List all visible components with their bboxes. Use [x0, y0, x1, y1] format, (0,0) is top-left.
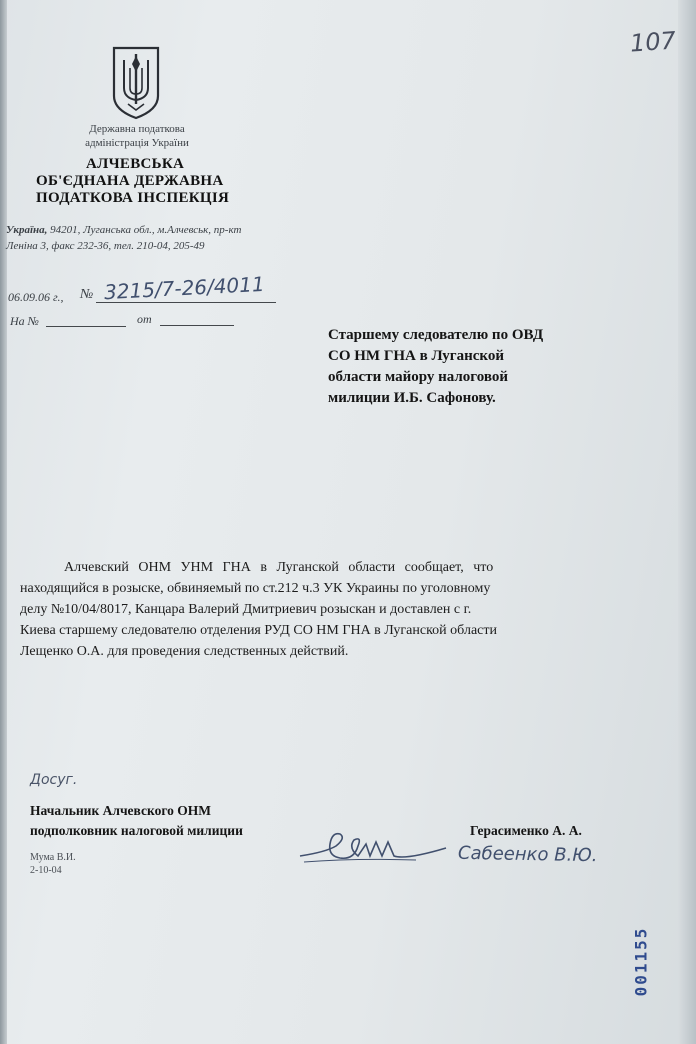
- executor-phone: 2-10-04: [30, 865, 62, 876]
- signer-position-line2: подполковник налоговой милиции: [30, 823, 243, 838]
- body-line1: Алчевский ОНМ УНМ ГНА в Луганской области сообщает, что: [64, 560, 494, 575]
- number-label: №: [80, 287, 94, 302]
- addressee-line3: области майору налоговой: [328, 369, 509, 385]
- reply-date-underline: [160, 325, 234, 326]
- address-line2: Леніна 3, факс 232-36, тел. 210-04, 205-49: [6, 240, 205, 252]
- address-country: Україна,: [6, 224, 48, 236]
- agency-name-line1: Державна податкова: [89, 123, 185, 135]
- addressee-line1: Старшему следователю по ОВД: [328, 327, 544, 343]
- letter-date: 06.09.06 г.,: [8, 290, 64, 304]
- page-edge: [678, 0, 696, 1044]
- coat-of-arms-icon: [110, 44, 162, 120]
- handwritten-note: Досуг.: [30, 772, 78, 788]
- addressee-line4: милиции И.Б. Сафонову.: [328, 390, 496, 406]
- address-street: 94201, Луганська обл., м.Алчевськ, пр-кт: [50, 224, 242, 236]
- reply-from-label: от: [137, 312, 152, 326]
- address-line1: [6, 224, 241, 236]
- org-name-line1: АЛЧЕВСЬКА: [86, 156, 185, 172]
- org-name-line3: ПОДАТКОВА ІНСПЕКЦІЯ: [36, 190, 230, 206]
- sheet-stamp-number: 001155: [631, 926, 651, 997]
- agency-name-line2: адміністрація України: [85, 137, 189, 149]
- body-line3: делу №10/04/8017, Канцара Валерий Дмитриевич розыскан и доставлен с г.: [20, 602, 472, 617]
- addressee-line2: СО НМ ГНА в Луганской: [328, 348, 504, 364]
- letter-number-handwritten: 3215/7-26/4011: [103, 271, 266, 305]
- org-name-line2: ОБ'ЄДНАНА ДЕРЖАВНА: [36, 173, 224, 189]
- binding-edge: [0, 0, 7, 1044]
- signer-name: Герасименко А. А.: [470, 823, 582, 838]
- page-number-handwritten: 107: [629, 26, 677, 58]
- signer-position-line1: Начальник Алчевского ОНМ: [30, 803, 212, 818]
- body-line4: Киева старшему следователю отделения РУД СО НМ ГНА в Луганской области: [20, 623, 497, 638]
- handwritten-name: Сабеенко В.Ю.: [457, 842, 598, 867]
- reply-number-label: На №: [10, 314, 39, 328]
- body-line5: Лещенко О.А. для проведения следственных действий.: [20, 644, 349, 659]
- reply-number-underline: [46, 326, 126, 327]
- executor-name: Мума В.И.: [30, 852, 76, 863]
- body-line2: находящийся в розыске, обвиняемый по ст.212 ч.3 УК Украины по уголовному: [20, 581, 491, 596]
